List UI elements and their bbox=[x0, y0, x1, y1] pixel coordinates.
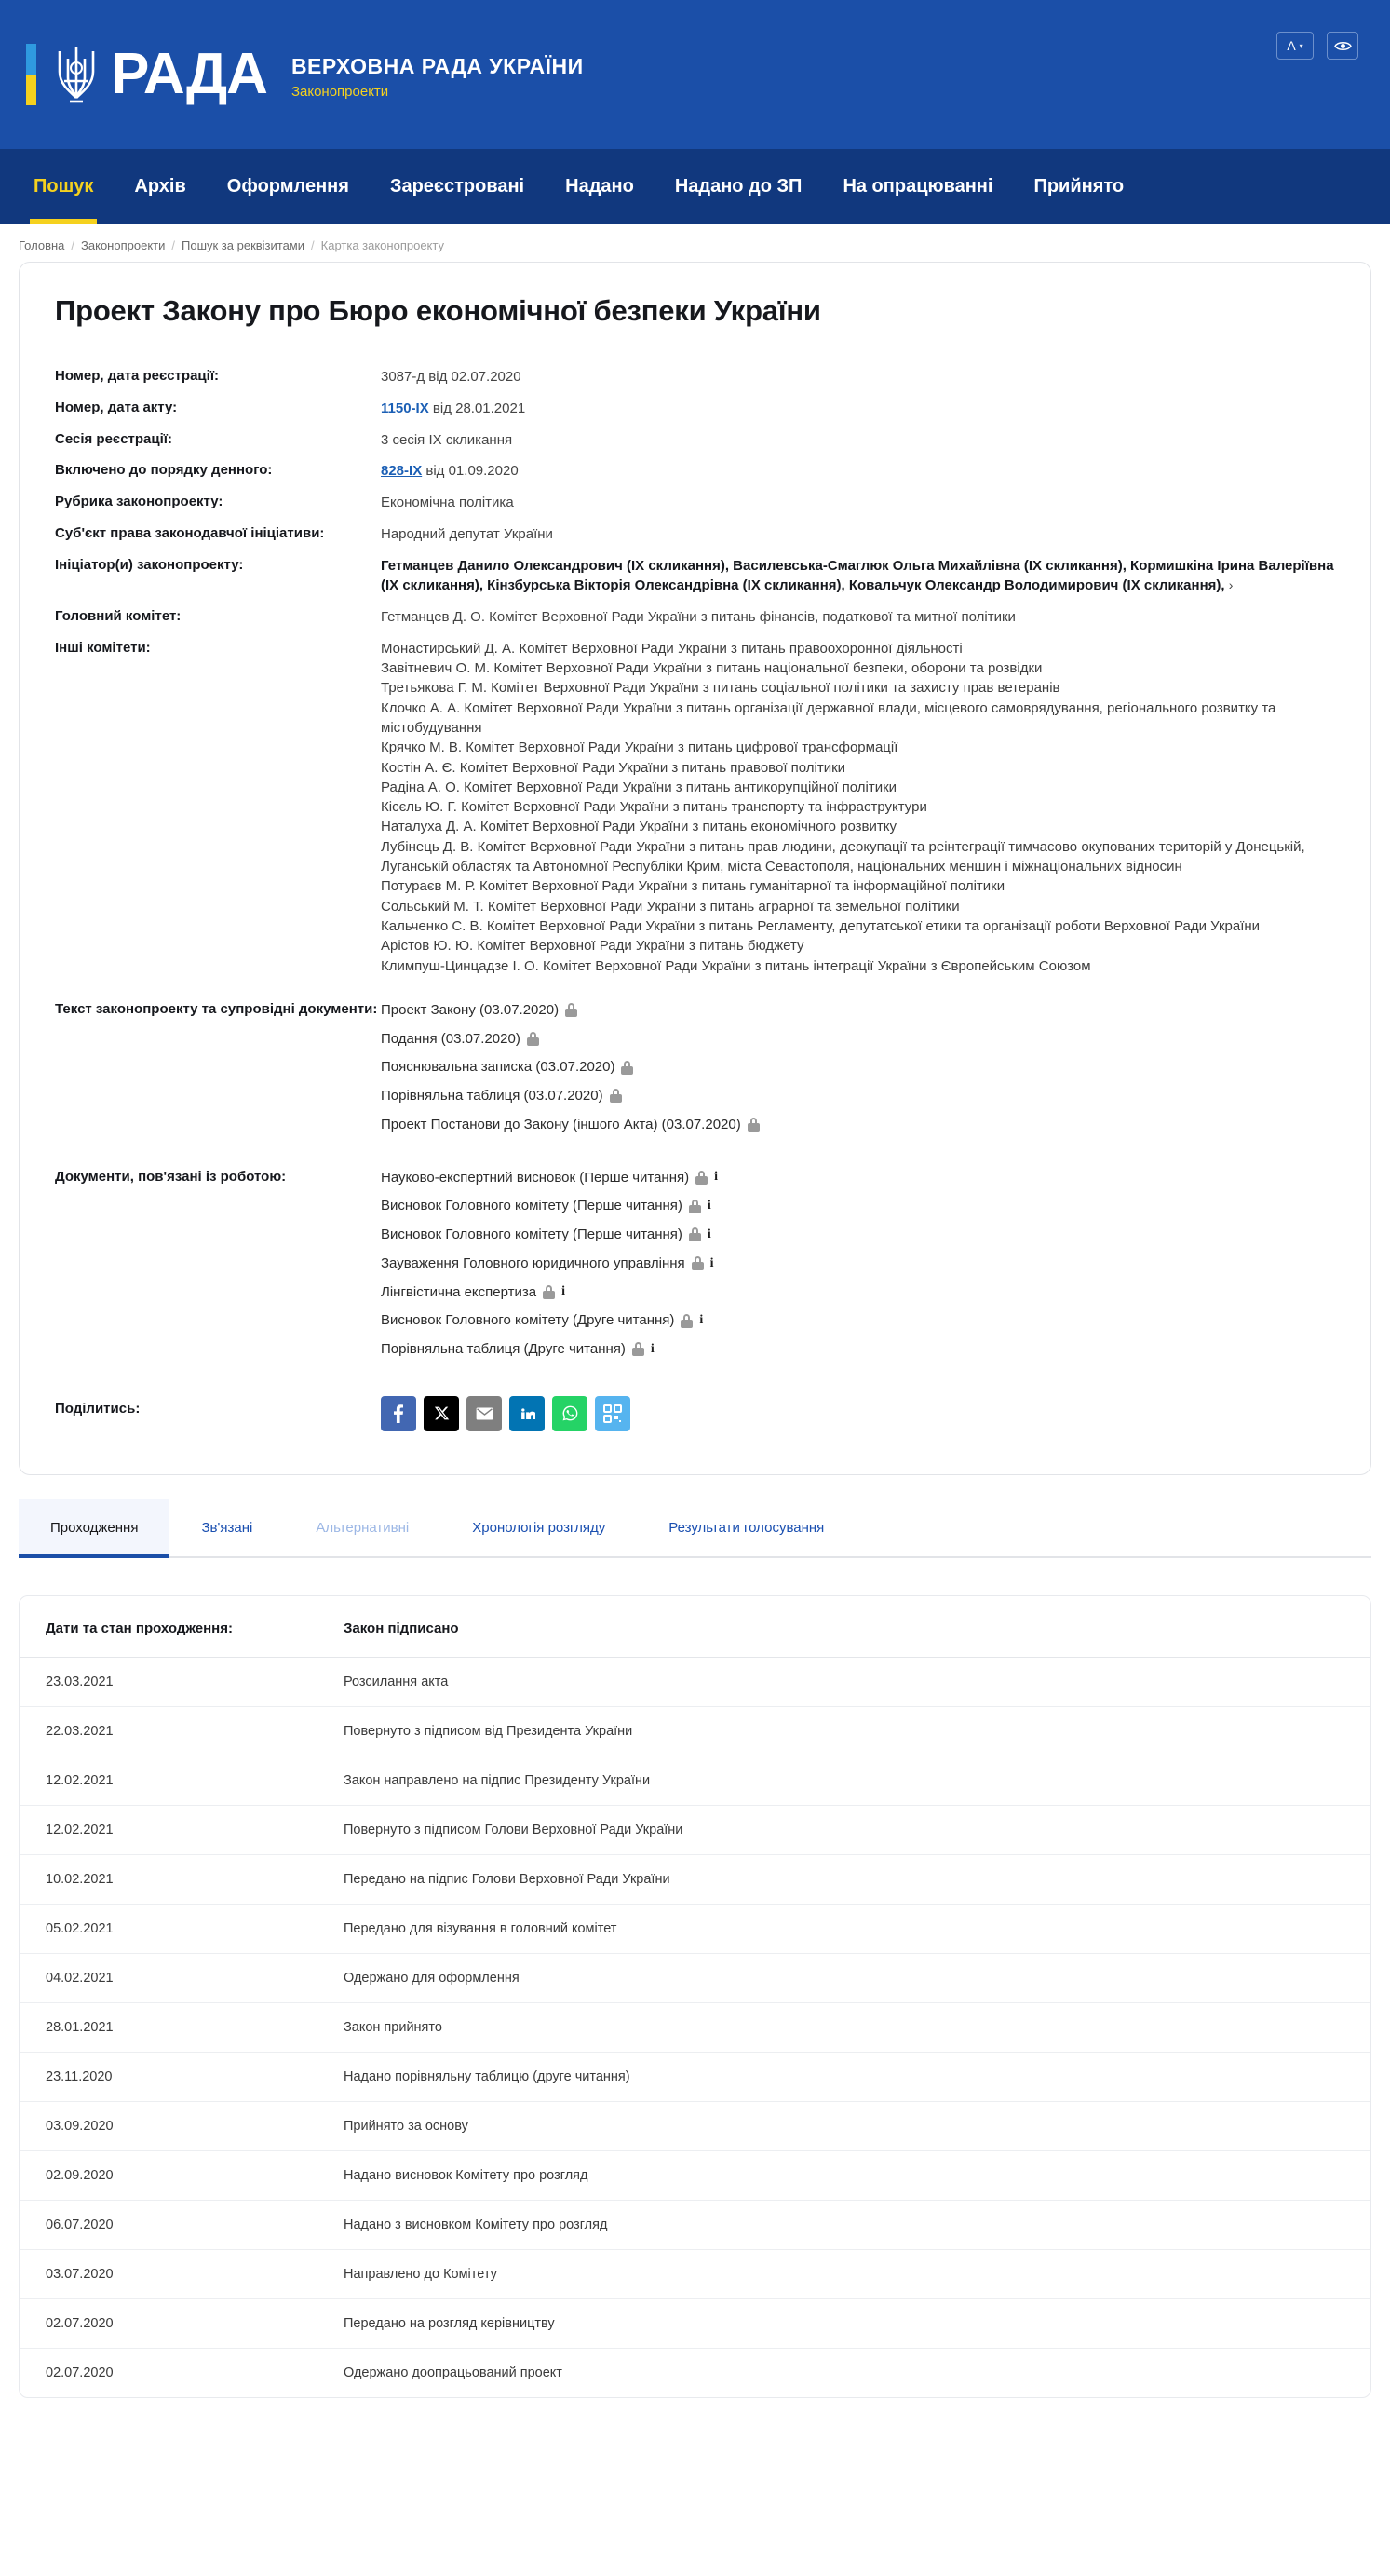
row-state: Розсилання акта bbox=[317, 1657, 1370, 1706]
share-buttons bbox=[381, 1396, 1335, 1431]
info-icon[interactable]: i bbox=[561, 1284, 565, 1299]
tab-rezultaty-golosuvannya[interactable]: Результати голосування bbox=[668, 1519, 825, 1536]
row-date: 03.09.2020 bbox=[20, 2101, 317, 2150]
nav-item-zareestrovani[interactable]: Зареєстровані bbox=[389, 176, 525, 197]
table-row bbox=[20, 2101, 1370, 2150]
lock-icon[interactable] bbox=[565, 1003, 577, 1017]
breadcrumb-item-search[interactable]: Пошук за реквізитами bbox=[182, 238, 305, 252]
nav-item-nadano[interactable]: Надано bbox=[565, 176, 634, 197]
document-name: Висновок Головного комітету (Перше читання) bbox=[381, 1198, 682, 1214]
committee-item: Монастирський Д. А. Комітет Верховної Ради України з питань правоохоронної діяльності bbox=[381, 640, 963, 657]
meta-label: Суб'єкт права законодавчої ініціативи: bbox=[55, 524, 325, 541]
breadcrumb-item-home[interactable]: Головна bbox=[19, 238, 65, 252]
meta-row-registration-number bbox=[55, 367, 1335, 399]
font-size-label: A bbox=[1287, 38, 1296, 53]
lock-icon[interactable] bbox=[689, 1200, 701, 1213]
share-facebook-button[interactable] bbox=[381, 1396, 416, 1431]
other-committees-list bbox=[381, 639, 1335, 976]
table-row bbox=[20, 2249, 1370, 2298]
site-title: ВЕРХОВНА РАДА УКРАЇНИ bbox=[290, 53, 584, 78]
document-name: Проект Постанови до Закону (іншого Акта) (03.07.2020) bbox=[381, 1116, 741, 1132]
bill-metadata-table bbox=[55, 367, 1335, 1443]
row-state: Передано на підпис Голови Верховної Ради України bbox=[317, 1854, 1370, 1904]
meta-row-related-documents bbox=[55, 1155, 1335, 1379]
row-state: Закон направлено на підпис Президенту України bbox=[317, 1756, 1370, 1805]
document-item[interactable] bbox=[381, 1000, 1335, 1021]
committee-item: Кісєль Ю. Г. Комітет Верховної Ради України з питань транспорту та інфраструктури bbox=[381, 799, 927, 816]
tab-alternatyvni[interactable]: Альтернативні bbox=[316, 1519, 410, 1536]
lock-icon[interactable] bbox=[543, 1285, 555, 1299]
act-number-link[interactable]: 1150-IX bbox=[381, 400, 429, 416]
row-date: 23.11.2020 bbox=[20, 2052, 317, 2101]
lock-icon[interactable] bbox=[610, 1089, 622, 1103]
info-icon[interactable]: i bbox=[707, 1227, 711, 1241]
main-navigation bbox=[0, 149, 1390, 224]
committee-item: Наталуха Д. А. Комітет Верховної Ради України з питань економічного розвитку bbox=[381, 819, 897, 835]
document-name: Порівняльна таблиця (Друге читання) bbox=[381, 1341, 626, 1358]
info-icon[interactable]: i bbox=[714, 1170, 719, 1185]
agenda-number-link[interactable]: 828-IX bbox=[381, 463, 423, 480]
row-state: Надано з висновком Комітету про розгляд bbox=[317, 2200, 1370, 2249]
meta-label: Сесія реєстрації: bbox=[55, 430, 172, 447]
row-date: 23.03.2021 bbox=[20, 1657, 317, 1706]
row-date: 02.07.2020 bbox=[46, 2365, 114, 2380]
meta-label: Документи, пов'язані із роботою: bbox=[55, 1168, 287, 1185]
breadcrumb-separator: / bbox=[171, 238, 175, 252]
committee-item: Потураєв М. Р. Комітет Верховної Ради України з питань гуманітарної та інформаційної політики bbox=[381, 878, 1005, 895]
tryzub-coat-of-arms-icon bbox=[51, 40, 101, 109]
tab-zvyazani[interactable]: Зв'язані bbox=[201, 1519, 253, 1536]
row-date: 12.02.2021 bbox=[20, 1756, 317, 1805]
row-date: 02.09.2020 bbox=[20, 2150, 317, 2200]
document-name: Подання (03.07.2020) bbox=[381, 1030, 520, 1047]
table-row bbox=[20, 1953, 1370, 2002]
meta-row-other-committees bbox=[55, 639, 1335, 987]
row-date: 02.07.2020 bbox=[20, 2298, 317, 2348]
committee-item: Арістов Ю. Ю. Комітет Верховної Ради України з питань бюджету bbox=[381, 938, 804, 955]
share-whatsapp-button[interactable] bbox=[552, 1396, 587, 1431]
nav-item-oformlennya[interactable]: Оформлення bbox=[226, 176, 349, 197]
table-row bbox=[20, 1706, 1370, 1756]
document-item[interactable] bbox=[381, 1225, 1335, 1245]
share-qr-code-button[interactable] bbox=[595, 1396, 630, 1431]
document-name: Зауваження Головного юридичного управління bbox=[381, 1254, 685, 1271]
meta-value bbox=[381, 556, 1335, 608]
tab-prohodzhennya[interactable]: Проходження bbox=[19, 1499, 169, 1556]
meta-label: Включено до порядку денного: bbox=[55, 462, 273, 479]
qr-code-icon bbox=[603, 1404, 622, 1423]
header-tools bbox=[1276, 32, 1358, 60]
breadcrumb-separator: / bbox=[311, 238, 315, 252]
row-state: Одержано для оформлення bbox=[317, 1953, 1370, 2002]
table-row bbox=[20, 1805, 1370, 1854]
lock-icon[interactable] bbox=[748, 1118, 760, 1132]
table-row bbox=[20, 1904, 1370, 1953]
document-name: Порівняльна таблиця (03.07.2020) bbox=[381, 1088, 603, 1105]
document-item[interactable] bbox=[381, 1310, 1335, 1331]
table-row bbox=[20, 2298, 1370, 2348]
meta-row-main-committee bbox=[55, 607, 1335, 639]
meta-value bbox=[381, 461, 1335, 493]
lock-icon[interactable] bbox=[527, 1032, 539, 1046]
passage-table bbox=[20, 1596, 1370, 2397]
meta-row-share bbox=[55, 1379, 1335, 1443]
meta-label: Текст законопроекту та супровідні документи: bbox=[55, 1000, 378, 1017]
expand-initiators-chevron-icon[interactable]: › bbox=[1228, 577, 1234, 593]
nav-item-pryynyato[interactable]: Прийнято bbox=[1033, 176, 1125, 197]
row-date: 05.02.2021 bbox=[20, 1904, 317, 1953]
committee-item: Лубінець Д. В. Комітет Верховної Ради України з питань прав людини, деокупації та реінтеграції тимчасово окупованих територій у Донецькій, Луганській областях та Автономної Республіки Крим, міста Севастополя, національних меншин і міжнаціональних відносин bbox=[381, 838, 1305, 875]
lock-icon[interactable] bbox=[689, 1227, 701, 1241]
table-row bbox=[20, 2348, 1370, 2397]
meta-value bbox=[381, 399, 1335, 430]
committee-item: Клочко А. А. Комітет Верховної Ради України з питань організації державної влади, місцевого самоврядування, регіонального розвитку та містобудування bbox=[381, 699, 1276, 736]
site-header bbox=[0, 0, 1390, 149]
breadcrumb bbox=[0, 224, 1390, 262]
table-row bbox=[20, 2052, 1370, 2101]
committee-item: Завітневич О. М. Комітет Верховної Ради України з питань національної безпеки, оборони та розвідки bbox=[381, 660, 1043, 677]
committee-item: Третьякова Г. М. Комітет Верховної Ради України з питань соціальної політики та захисту прав ветеранів bbox=[381, 680, 1060, 697]
lock-icon[interactable] bbox=[621, 1061, 633, 1075]
lock-icon[interactable] bbox=[695, 1171, 708, 1185]
row-date: 28.01.2021 bbox=[20, 2002, 317, 2052]
meta-value: Економічна політика bbox=[381, 495, 514, 510]
share-email-button[interactable] bbox=[466, 1396, 502, 1431]
info-icon[interactable]: i bbox=[650, 1341, 655, 1356]
document-name: Пояснювальна записка (03.07.2020) bbox=[381, 1059, 615, 1076]
document-item[interactable] bbox=[381, 1168, 1335, 1188]
row-date: 04.02.2021 bbox=[20, 1953, 317, 2002]
row-date: 06.07.2020 bbox=[20, 2200, 317, 2249]
info-icon[interactable]: i bbox=[707, 1199, 711, 1213]
document-name: Висновок Головного комітету (Друге читання) bbox=[381, 1312, 675, 1329]
meta-value: Гетманцев Д. О. Комітет Верховної Ради України з питань фінансів, податкової та митної політики bbox=[381, 609, 1016, 625]
document-name: Науково-експертний висновок (Перше читання) bbox=[381, 1169, 690, 1186]
ukraine-flag-bar bbox=[26, 44, 36, 105]
linkedin-icon bbox=[520, 1406, 535, 1421]
meta-row-initiators bbox=[55, 556, 1335, 608]
column-header-date: Дати та стан проходження: bbox=[20, 1596, 317, 1658]
info-icon[interactable]: i bbox=[699, 1313, 704, 1328]
row-state: Надано порівняльну таблицю (друге читання) bbox=[317, 2052, 1370, 2101]
brand-logo[interactable] bbox=[0, 0, 1390, 149]
initiators-text: Гетманцев Данило Олександрович (IX скликання), Василевська-Смаглюк Ольга Михайлівна (IX скликання), Кормишкіна Ірина Валеріївна (IX скликання), Кінзбурська Вікторія Олександрівна (IX скликання), Ковальчук Олександр Володимирович (IX скликання), bbox=[381, 557, 1334, 594]
bill-card bbox=[19, 262, 1371, 1475]
passage-panel bbox=[19, 1595, 1371, 2398]
committee-item: Сольський М. Т. Комітет Верховної Ради України з питань аграрної та земельної політики bbox=[381, 898, 960, 915]
meta-row-agenda bbox=[55, 461, 1335, 493]
nav-item-nadano-do-zp[interactable]: Надано до ЗП bbox=[674, 176, 803, 197]
row-date: 22.03.2021 bbox=[20, 1706, 317, 1756]
bill-tabs bbox=[19, 1499, 1371, 1558]
row-state: Повернуто з підписом від Президента України bbox=[317, 1706, 1370, 1756]
meta-label: Ініціатор(и) законопроекту: bbox=[55, 556, 244, 573]
meta-value: Народний депутат України bbox=[381, 525, 553, 542]
meta-row-act-number bbox=[55, 399, 1335, 430]
meta-label: Номер, дата реєстрації: bbox=[55, 368, 220, 384]
x-twitter-icon bbox=[434, 1405, 450, 1421]
meta-label: Номер, дата акту: bbox=[55, 399, 178, 415]
table-row bbox=[20, 2002, 1370, 2052]
meta-row-rubric bbox=[55, 493, 1335, 524]
accessibility-eye-button[interactable] bbox=[1327, 32, 1358, 60]
row-date: 03.07.2020 bbox=[20, 2249, 317, 2298]
eye-icon bbox=[1334, 40, 1352, 52]
site-subtitle: Законопроекти bbox=[290, 83, 389, 100]
lock-icon[interactable] bbox=[681, 1314, 693, 1328]
document-item[interactable] bbox=[381, 1057, 1335, 1078]
document-item[interactable] bbox=[381, 1282, 1335, 1303]
logo-wordmark: РАДА bbox=[111, 42, 267, 107]
facebook-icon bbox=[394, 1404, 403, 1423]
breadcrumb-item-current: Картка законопроекту bbox=[320, 238, 444, 252]
document-item[interactable] bbox=[381, 1086, 1335, 1106]
whatsapp-icon bbox=[561, 1404, 579, 1422]
chevron-down-icon: ▾ bbox=[1299, 41, 1303, 50]
meta-value: 3087-д від 02.07.2020 bbox=[381, 369, 521, 385]
lock-icon[interactable] bbox=[632, 1342, 644, 1356]
meta-label: Головний комітет: bbox=[55, 608, 182, 624]
share-label: Поділитись: bbox=[55, 1400, 141, 1417]
document-name: Висновок Головного комітету (Перше читання) bbox=[381, 1227, 682, 1243]
table-header-row bbox=[20, 1596, 1370, 1658]
row-date: 10.02.2021 bbox=[20, 1854, 317, 1904]
share-linkedin-button[interactable] bbox=[509, 1396, 545, 1431]
breadcrumb-item-bills[interactable]: Законопроекти bbox=[81, 238, 166, 252]
table-row bbox=[20, 1756, 1370, 1805]
committee-item: Кальченко С. В. Комітет Верховної Ради України з питань Регламенту, депутатської етики та організації роботи Верховної Ради України bbox=[381, 917, 1261, 934]
row-state: Прийнято за основу bbox=[317, 2101, 1370, 2150]
breadcrumb-separator: / bbox=[71, 238, 75, 252]
meta-value: 3 сесія IX скликання bbox=[381, 431, 513, 448]
committee-item: Крячко М. В. Комітет Верховної Ради України з питань цифрової трансформації bbox=[381, 739, 898, 756]
table-row bbox=[20, 2200, 1370, 2249]
document-item[interactable] bbox=[381, 1339, 1335, 1360]
tab-hronologiya[interactable]: Хронологія розгляду bbox=[472, 1519, 606, 1536]
document-item[interactable] bbox=[381, 1115, 1335, 1135]
meta-label: Рубрика законопроекту: bbox=[55, 494, 223, 509]
info-icon[interactable]: i bbox=[709, 1255, 714, 1270]
row-date: 12.02.2021 bbox=[20, 1805, 317, 1854]
row-state: Передано на розгляд керівництву bbox=[317, 2298, 1370, 2348]
document-item[interactable] bbox=[381, 1196, 1335, 1216]
row-state: Повернуто з підписом Голови Верховної Ради України bbox=[317, 1805, 1370, 1854]
row-state: Надано висновок Комітету про розгляд bbox=[317, 2150, 1370, 2200]
row-state: Закон прийнято bbox=[317, 2002, 1370, 2052]
font-size-button[interactable] bbox=[1276, 32, 1314, 60]
column-header-state: Закон підписано bbox=[317, 1596, 1370, 1658]
row-state: Одержано доопрацьований проект bbox=[344, 2365, 562, 2380]
meta-label: Інші комітети: bbox=[55, 639, 151, 656]
table-row bbox=[20, 1657, 1370, 1706]
document-name: Лінгвістична експертиза bbox=[381, 1283, 537, 1300]
committee-item: Климпуш-Цинцадзе І. О. Комітет Верховної Ради України з питань інтеграції України з Європейським Союзом bbox=[381, 957, 1091, 974]
document-item[interactable] bbox=[381, 1029, 1335, 1050]
agenda-date-text: від 01.09.2020 bbox=[422, 463, 519, 480]
meta-row-bill-texts bbox=[55, 987, 1335, 1155]
row-state: Направлено до Комітету bbox=[317, 2249, 1370, 2298]
committee-item: Костін А. Є. Комітет Верховної Ради України з питань правової політики bbox=[381, 759, 846, 776]
table-row bbox=[20, 1854, 1370, 1904]
document-name: Проект Закону (03.07.2020) bbox=[381, 1001, 560, 1018]
share-x-button[interactable] bbox=[424, 1396, 459, 1431]
page-title: Проект Закону про Бюро економічної безпеки України bbox=[55, 294, 821, 327]
document-item[interactable] bbox=[381, 1254, 1335, 1274]
nav-item-na-opratsyuvanni[interactable]: На опрацюванні bbox=[843, 176, 993, 197]
row-state: Передано для візування в головний комітет bbox=[317, 1904, 1370, 1953]
committee-item: Радіна А. О. Комітет Верховної Ради України з питань антикорупційної політики bbox=[381, 779, 897, 795]
meta-row-subject bbox=[55, 524, 1335, 556]
table-row bbox=[20, 2150, 1370, 2200]
nav-item-arhiv[interactable]: Архів bbox=[134, 176, 186, 197]
email-icon bbox=[476, 1407, 493, 1420]
act-date-text: від 28.01.2021 bbox=[428, 400, 526, 416]
nav-item-poshuk[interactable]: Пошук bbox=[13, 149, 114, 224]
meta-row-session bbox=[55, 430, 1335, 462]
lock-icon[interactable] bbox=[692, 1256, 704, 1270]
